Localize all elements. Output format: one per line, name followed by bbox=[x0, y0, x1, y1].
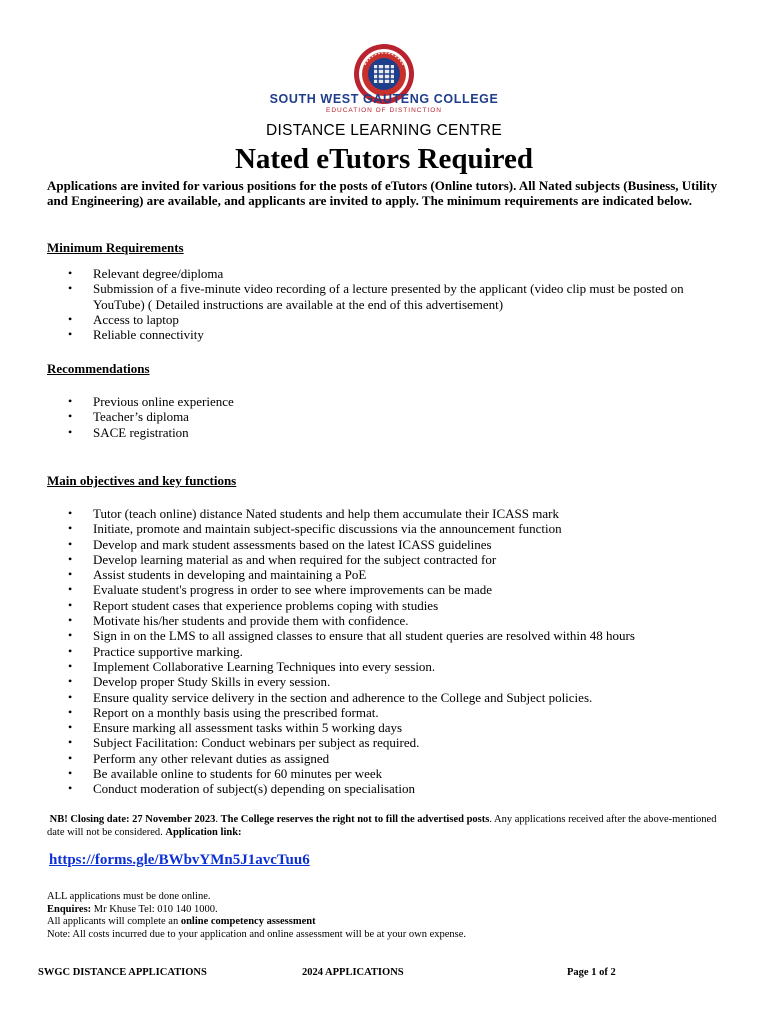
recommendations-heading: Recommendations bbox=[47, 361, 150, 376]
list-item: • Teacher’s diploma bbox=[0, 409, 733, 424]
list-item: • Evaluate student's progress in order to see where improvements can be made bbox=[0, 582, 733, 597]
list-item: • Initiate, promote and maintain subject-specific discussions via the announcement function bbox=[0, 521, 733, 536]
costs-note: Note: All costs incurred due to your application and online assessment will be at your own expense. bbox=[47, 929, 467, 940]
list-item: • Assist students in developing and maintaining a PoE bbox=[0, 567, 733, 582]
list-item: • Tutor (teach online) distance Nated students and help them accumulate their ICASS mark bbox=[0, 506, 733, 521]
closing-date: NB! Closing date: 27 November 2023 bbox=[49, 814, 216, 825]
list-item: • Perform any other relevant duties as assigned bbox=[0, 751, 733, 766]
closing-note: NB! Closing date: 27 November 2023. The College reserves the right not to fill the advertised posts. Any applications received after the above-mentioned date will not be considered. Application link: bbox=[47, 814, 717, 838]
list-item: • Report student cases that experience problems coping with studies bbox=[0, 598, 733, 613]
centre-heading: DISTANCE LEARNING CENTRE bbox=[266, 122, 502, 139]
list-item: • Develop proper Study Skills in every session. bbox=[0, 674, 733, 689]
list-item: • Previous online experience bbox=[0, 394, 733, 409]
list-item: • Access to laptop bbox=[0, 312, 733, 327]
list-item: • SACE registration bbox=[0, 425, 733, 440]
assessment-note: All applicants will complete an online competency assessment bbox=[47, 916, 316, 927]
page-title: Nated eTutors Required bbox=[234, 143, 534, 175]
list-item: • Practice supportive marking. bbox=[0, 644, 733, 659]
list-item: • Subject Facilitation: Conduct webinars per subject as required. bbox=[0, 735, 733, 750]
list-item: • Reliable connectivity bbox=[0, 327, 733, 342]
intro-paragraph: Applications are invited for various positions for the posts of eTutors (Online tutors). All Nated subjects (Business, Utility and Engineering) are available, and applicants are invited to apply. The minimum requirements are indicated below. bbox=[47, 178, 718, 208]
application-link-label: Application link: bbox=[165, 827, 242, 838]
enquiries-contact: Mr Khuse Tel: 010 140 1000. bbox=[91, 904, 218, 915]
minimum-requirements-heading: Minimum Requirements bbox=[47, 240, 184, 255]
online-applications-note: ALL applications must be done online. bbox=[47, 891, 211, 902]
college-name: SOUTH WEST GAUTENG COLLEGE bbox=[269, 92, 499, 106]
college-motto: EDUCATION OF DISTINCTION bbox=[326, 107, 442, 114]
recommendations-list bbox=[0, 394, 733, 440]
list-item: • Develop learning material as and when required for the subject contracted for bbox=[0, 552, 733, 567]
minimum-requirements-list bbox=[0, 266, 733, 342]
reserve-right-note: The College reserves the right not to fill the advertised posts bbox=[220, 814, 490, 825]
list-item: • Motivate his/her students and provide them with confidence. bbox=[0, 613, 733, 628]
enquiries-label: Enquires: bbox=[47, 904, 92, 915]
list-item: • Sign in on the LMS to all assigned classes to ensure that all student queries are resolved within 48 hours bbox=[0, 628, 733, 643]
list-item: • Implement Collaborative Learning Techniques into every session. bbox=[0, 659, 733, 674]
objectives-list bbox=[0, 506, 733, 797]
footer-left: SWGC DISTANCE APPLICATIONS bbox=[38, 967, 207, 978]
list-item: • Be available online to students for 60 minutes per week bbox=[0, 766, 733, 781]
list-item: • Ensure quality service delivery in the section and adherence to the College and Subject policies. bbox=[0, 690, 733, 705]
objectives-heading: Main objectives and key functions bbox=[47, 473, 237, 488]
page-number: Page 1 of 2 bbox=[567, 967, 616, 978]
footer-center: 2024 APPLICATIONS bbox=[302, 967, 404, 978]
list-item: • Report on a monthly basis using the prescribed format. bbox=[0, 705, 733, 720]
list-item: • Relevant degree/diploma bbox=[0, 266, 733, 281]
list-item: • Ensure marking all assessment tasks within 5 working days bbox=[0, 720, 733, 735]
list-item: • Submission of a five-minute video recording of a lecture presented by the applicant (video clip must be posted on YouTube) ( Detailed instructions are available at the end of this advertisement) bbox=[0, 281, 733, 312]
list-item: • Develop and mark student assessments based on the latest ICASS guidelines bbox=[0, 537, 733, 552]
enquiries-line bbox=[47, 904, 218, 917]
application-link[interactable]: https://forms.gle/BWbvYMn5J1avcTuu6 bbox=[49, 852, 310, 868]
list-item: • Conduct moderation of subject(s) depending on specialisation bbox=[0, 781, 733, 796]
late-applications-note: . Any applications received after the above-mentioned date will not be considered. bbox=[47, 814, 717, 838]
